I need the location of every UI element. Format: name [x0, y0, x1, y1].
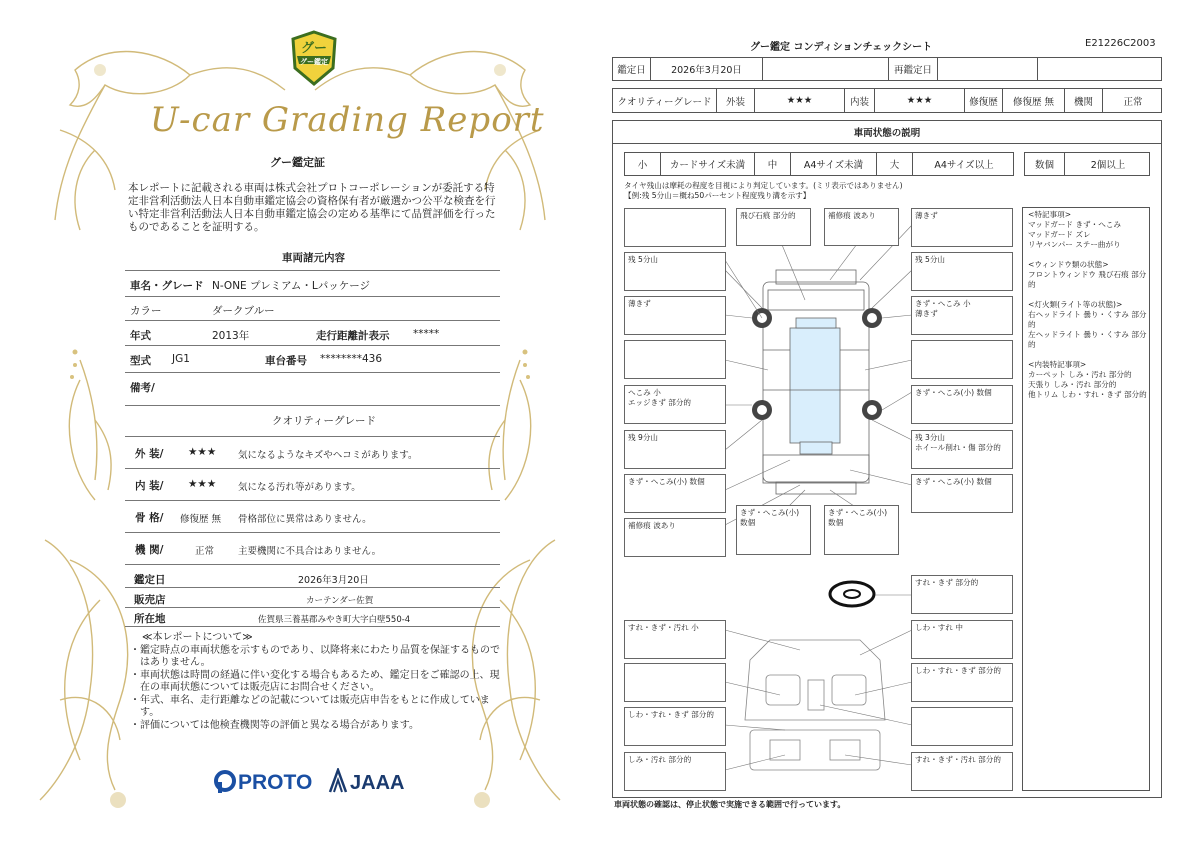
frame-label: 骨 格/: [135, 512, 164, 524]
damage-box: しみ・汚れ 部分的: [624, 752, 726, 791]
divider: [125, 320, 500, 321]
notes-title: ≪本レポートについて≫: [142, 632, 253, 643]
engine-value: 正常: [195, 546, 215, 557]
condition-title: 車両状態の説明: [612, 120, 1162, 144]
size-small: 小: [625, 153, 661, 175]
address-value: 佐賀県三養基郡みやき町大字白壁550-4: [258, 615, 411, 625]
count-legend: [1024, 152, 1150, 176]
repair-label: 修復歴: [965, 89, 1003, 112]
damage-box: 飛び石痕 部分的: [736, 208, 811, 246]
mileage-value: *****: [413, 328, 440, 340]
note-line: 左ヘッドライト 曇り・くすみ 部分的: [1028, 330, 1147, 349]
svg-text:グー: グー: [300, 41, 328, 56]
note-line: フロントウィンドウ 飛び石痕 部分的: [1028, 270, 1147, 289]
model-value: JG1: [172, 353, 190, 365]
proto-logo-text: PROTO: [238, 771, 313, 794]
date-label: 鑑定日: [613, 58, 651, 80]
sheet-id: E21226C2003: [1085, 38, 1156, 49]
redate-value: [938, 58, 1038, 80]
damage-box: 残 5分山: [624, 252, 726, 291]
report-title: U-car Grading Report: [150, 100, 545, 140]
interior-text: 気になる汚れ等があります。: [238, 482, 361, 493]
divider: [125, 405, 500, 406]
damage-box: [624, 663, 726, 702]
note-line: カーペット しみ・汚れ 部分的: [1028, 370, 1132, 379]
size-mid-desc: A4サイズ未満: [791, 153, 877, 175]
redate-label: 再鑑定日: [889, 58, 938, 80]
count-value: 2個以上: [1090, 160, 1126, 171]
mileage-label: 走行距離計表示: [316, 330, 390, 342]
note-line: マッドガード きず・へこみ: [1028, 220, 1122, 229]
special-notes: [1028, 210, 1152, 400]
size-large-desc: A4サイズ以上: [934, 160, 994, 171]
count-label: 数個: [1025, 153, 1065, 175]
interior-stars: ★★★: [188, 478, 217, 490]
damage-box: しわ・すれ・きず 部分的: [911, 663, 1013, 702]
empty-cell: [763, 58, 889, 80]
damage-box: 残 3分山 ホイール削れ・傷 部分的: [911, 430, 1013, 469]
date-value: 2026年3月20日: [298, 575, 369, 586]
notes-heading: <内装特記事項>: [1028, 360, 1087, 369]
int-label: 内装: [845, 89, 875, 112]
interior-label: 内 装/: [135, 480, 164, 492]
damage-box: 残 9分山: [624, 430, 726, 469]
damage-box: きず・へこみ(小) 数個: [824, 505, 899, 555]
size-mid: 中: [755, 153, 791, 175]
engine-label: 機 関/: [135, 544, 164, 556]
exterior-label: 外 装/: [135, 448, 164, 460]
certificate-title: グー鑑定証: [270, 156, 325, 169]
condition-check-sheet: [600, 0, 1200, 848]
tire-note-1: タイヤ残山は摩耗の程度を目視により判定しています。(ミリ表示ではありません): [624, 181, 903, 190]
damage-box: すれ・きず 部分的: [911, 575, 1013, 614]
note-line: 右ヘッドライト 曇り・くすみ 部分的: [1028, 310, 1147, 329]
chassis-label: 車台番号: [265, 355, 307, 367]
note-line: 他トリム しわ・すれ・きず 部分的: [1028, 390, 1147, 399]
damage-box: [624, 208, 726, 247]
note-item: 年式、車名、走行距離などの記載については販売店申告をもとに作成しています。: [140, 694, 490, 718]
address-label: 所在地: [134, 613, 166, 625]
damage-box: しわ・すれ・きず 部分的: [624, 707, 726, 746]
damage-box: きず・へこみ(小) 数個: [911, 385, 1013, 424]
color-value: ダークブルー: [212, 305, 275, 317]
note-line: マッドガード ズレ: [1028, 230, 1091, 239]
quality-row: [612, 88, 1162, 113]
divider: [125, 626, 500, 627]
report-notes: ≪本レポートについて≫ ・ 鑑定時点の車両状態を示すものであり、以降将来にわたり品質を保証するものではありません。 ・ 車両状態は時間の経過に伴い変化する場合もあるため、鑑定日をご確認の上、現在の車両状態については販売店にお問合せください。 ・ 年式、車名、走行距離などの記載については販売店申告をもとに作成しています。 ・ 評価については他検査機関等の評価と異なる場合があります。: [130, 632, 500, 731]
size-legend: [624, 152, 1014, 176]
name-label: 車名・グレード: [130, 280, 204, 292]
int-value: ★★★: [875, 89, 965, 112]
damage-box: 補修痕 波あり: [624, 518, 726, 557]
damage-box: 残 5分山: [911, 252, 1013, 291]
divider: [125, 532, 500, 533]
damage-box: 補修痕 波あり: [824, 208, 899, 246]
ext-value: ★★★: [755, 89, 845, 112]
divider: [125, 500, 500, 501]
engine-text: 主要機関に不具合はありません。: [238, 546, 382, 557]
notes-heading: <ウィンドウ類の状態>: [1028, 260, 1109, 269]
date-row: [612, 57, 1162, 81]
certificate-text: 本レポートに記載される車両は株式会社プロトコーポレーションが委託する特定非営利活動法人日本自動車鑑定協会の資格保有者が厳選かつ公平な検査を行い特定非営利活動法人日本自動車鑑定協会の定める基準にて品質評価を行ったものであることを証明する。: [128, 182, 496, 233]
divider: [125, 372, 500, 373]
divider: [125, 436, 500, 437]
note-line: リヤバンパー ステー曲がり: [1028, 240, 1121, 249]
date-value: 2026年3月20日: [651, 58, 763, 80]
jaaa-logo-icon: [328, 768, 348, 794]
damage-box: しわ・すれ 中: [911, 620, 1013, 659]
proto-logo-icon: [214, 770, 236, 794]
size-large: 大: [877, 153, 913, 175]
exterior-stars: ★★★: [188, 446, 217, 458]
jaaa-logo-text: JAAA: [350, 772, 405, 794]
divider: [125, 345, 500, 346]
damage-box: きず・へこみ(小) 数個: [911, 474, 1013, 513]
divider: [125, 587, 500, 588]
divider: [125, 607, 500, 608]
badge-label: グー鑑定: [300, 58, 328, 66]
name-value: N-ONE プレミアム・Lパッケージ: [212, 280, 371, 292]
damage-box: へこみ 小 エッジきず 部分的: [624, 385, 726, 424]
year-value: 2013年: [212, 330, 250, 342]
empty-cell: [1038, 58, 1163, 80]
remarks-label: 備考/: [130, 382, 155, 394]
engine-label: 機関: [1065, 89, 1103, 112]
footer-note: 車両状態の確認は、停止状態で実施できる範囲で行っています。: [614, 800, 846, 809]
year-label: 年式: [130, 330, 151, 342]
color-label: カラー: [130, 305, 162, 317]
damage-box: きず・へこみ(小) 数個: [624, 474, 726, 513]
chassis-value: ********436: [320, 353, 383, 365]
tire-note-2: 【例:残 5分山＝概ね50パーセント程度残り溝を示す】: [624, 191, 811, 200]
divider: [125, 564, 500, 565]
damage-box: [911, 707, 1013, 746]
size-small-desc: カードサイズ未満: [661, 153, 755, 175]
damage-box: 薄きず: [911, 208, 1013, 247]
note-item: 鑑定時点の車両状態を示すものであり、以降将来にわたり品質を保証するものではありません。: [140, 644, 500, 668]
damage-box: 薄きず: [624, 296, 726, 335]
divider: [125, 270, 500, 271]
damage-box: きず・へこみ 小 薄きず: [911, 296, 1013, 335]
notes-heading: <特記事項>: [1028, 210, 1072, 219]
notes-heading: <灯火類(ライト等の状態)>: [1028, 300, 1123, 309]
divider: [125, 296, 500, 297]
note-item: 評価については他検査機関等の評価と異なる場合があります。: [140, 719, 419, 731]
quality-title: クオリティーグレード: [272, 415, 376, 427]
ext-label: 外装: [717, 89, 755, 112]
exterior-text: 気になるようなキズやヘコミがあります。: [238, 450, 418, 461]
frame-value: 修復歴 無: [180, 514, 222, 525]
model-label: 型式: [130, 355, 151, 367]
date-label: 鑑定日: [134, 574, 166, 586]
dealer-value: カーテンダー佐賀: [306, 596, 374, 606]
qg-label: クオリティーグレード: [613, 89, 717, 112]
repair-value: 修復歴 無: [1003, 89, 1065, 112]
damage-box: [911, 340, 1013, 379]
damage-box: [624, 340, 726, 379]
engine-value: 正常: [1123, 96, 1143, 108]
damage-box: すれ・きず・汚れ 部分的: [911, 752, 1013, 791]
note-item: 車両状態は時間の経過に伴い変化する場合もあるため、鑑定日をご確認の上、現在の車両状態については販売店にお問合せください。: [140, 669, 500, 693]
dealer-label: 販売店: [134, 594, 166, 606]
sheet-title: グー鑑定 コンディションチェックシート: [750, 42, 933, 53]
note-line: 天張り しみ・汚れ 部分的: [1028, 380, 1117, 389]
frame-text: 骨格部位に異常はありません。: [238, 514, 372, 525]
divider: [125, 468, 500, 469]
specs-title: 車両諸元内容: [282, 252, 345, 264]
damage-box: きず・へこみ(小) 数個: [736, 505, 811, 555]
damage-box: すれ・きず・汚れ 小: [624, 620, 726, 659]
